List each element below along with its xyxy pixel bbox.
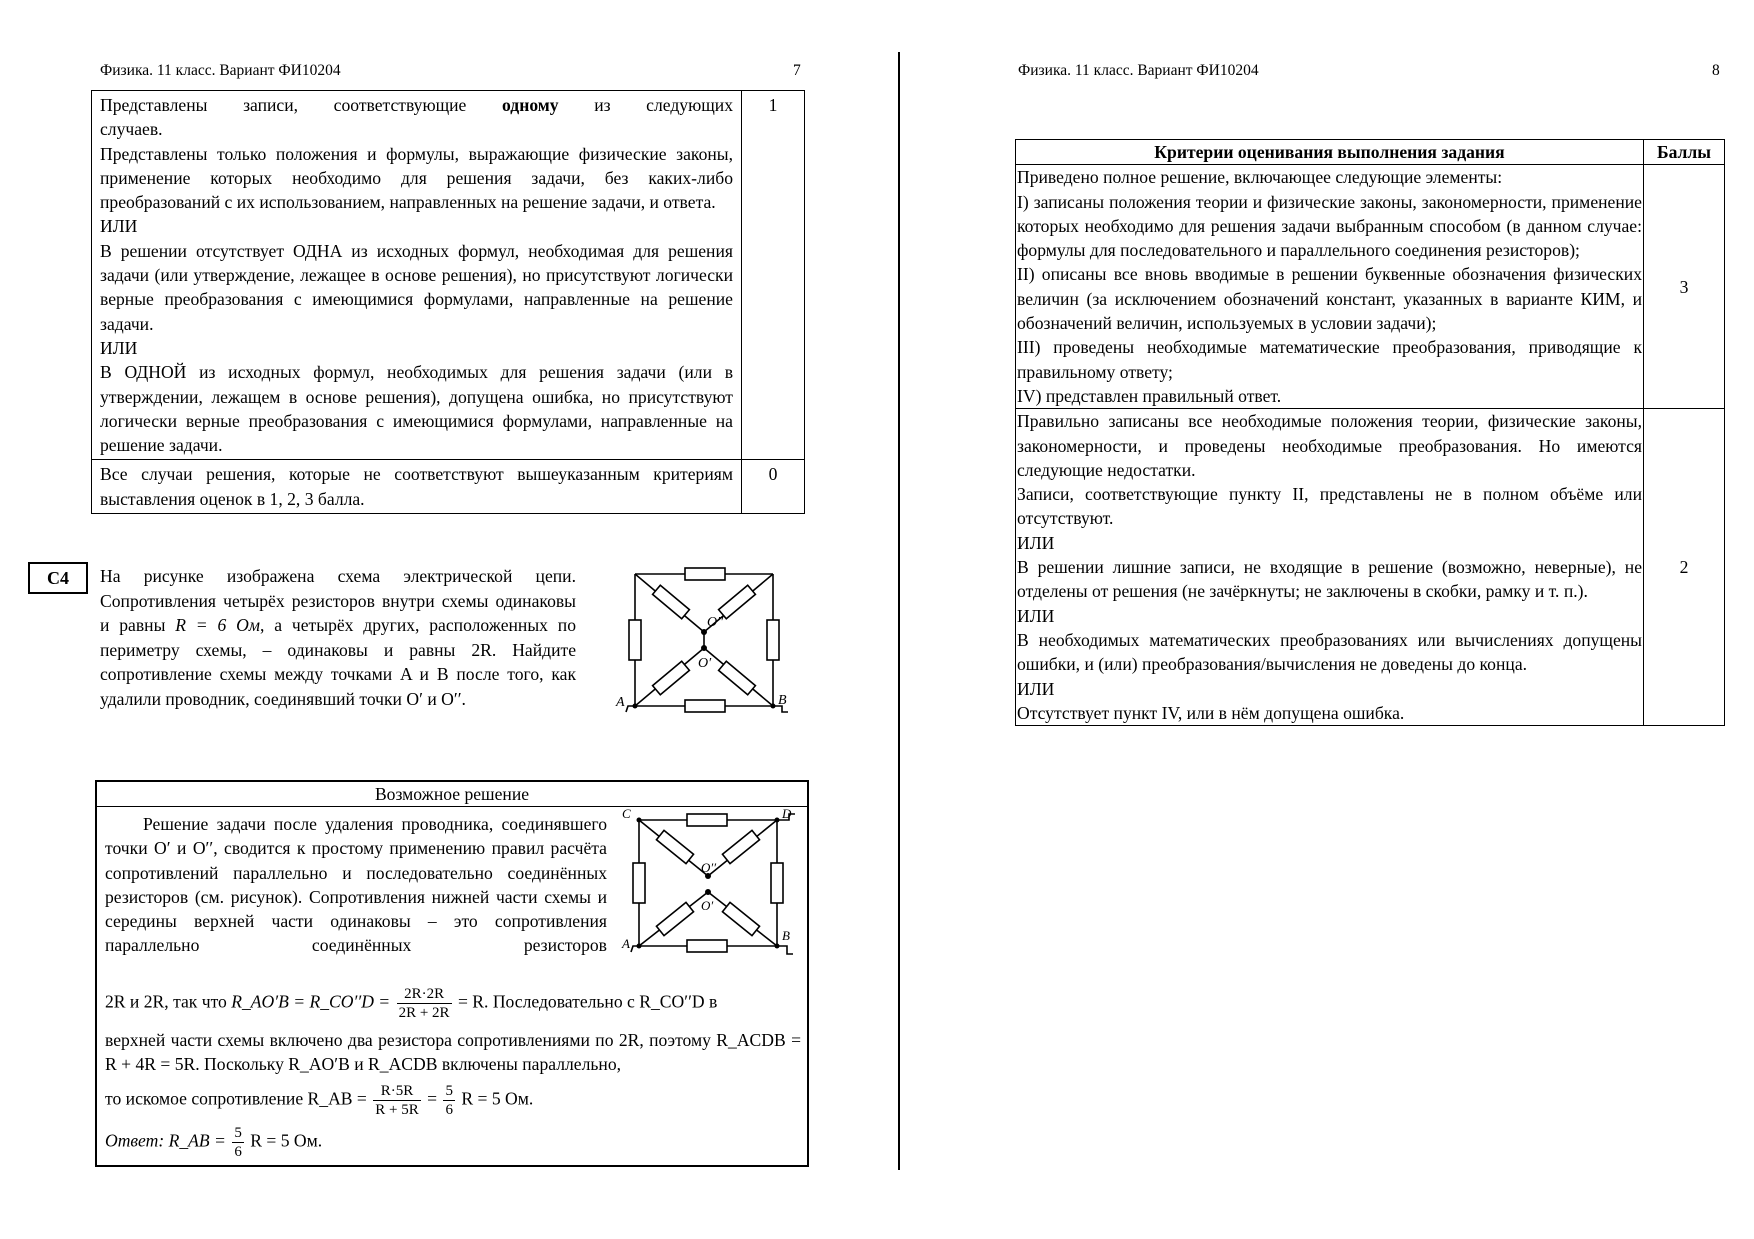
solution-box — [95, 780, 809, 1167]
page7-number: 7 — [793, 62, 801, 79]
resistor — [771, 863, 783, 903]
resistor — [719, 661, 756, 695]
resistor — [653, 661, 690, 695]
criteria-row-3-text — [1016, 165, 1644, 409]
criteria-header: Критерии оценивания выполнения задания — [1016, 140, 1644, 165]
label-o2: O′′ — [701, 860, 717, 875]
label-o1: O′ — [701, 898, 714, 913]
node-o2 — [701, 645, 707, 651]
criteria-or: ИЛИ — [1017, 605, 1055, 626]
criteria-paragraph: I) записаны положения теории и физические законы, закономерности, применение которых необходимо для решения задачи выбранным способом (в данном случае: формулы для последовательного и параллельного соединения резисторов); — [1017, 191, 1642, 261]
formula-resistance: R_AO′B = R_CO′′D = — [231, 991, 391, 1012]
page8-header: Физика. 11 класс. Вариант ФИ10204 — [1018, 62, 1259, 79]
criteria-paragraph: В решении лишние записи, не входящие в решение (возможно, неверные), не отделены от решения (не зачёркнуты; не заключены в скобки, рамку и т. п.). — [1017, 557, 1642, 602]
resistor — [629, 620, 641, 660]
answer-formula: R_AB = — [168, 1130, 226, 1151]
page8-number: 8 — [1712, 62, 1720, 79]
label-a: A — [616, 695, 625, 710]
criteria-paragraph: Записи, соответствующие пункту II, представлены не в полном объёме или отсутствуют. — [1017, 484, 1642, 529]
node-o1 — [705, 889, 711, 895]
criteria-row-1-text — [92, 91, 742, 460]
solution-text: Последовательно с R_CO′′D в — [492, 991, 718, 1012]
criteria-paragraph: Представлены записи, соответствующие одному из следующих — [100, 95, 734, 115]
criteria-row-1-points: 1 — [742, 91, 805, 460]
criteria-row-0 — [92, 460, 805, 514]
criteria-paragraph: III) проведены необходимые математические преобразования, приводящие к правильному ответу; — [1017, 337, 1642, 382]
page8-criteria-table — [1015, 139, 1725, 726]
solution-circuit-diagram — [619, 808, 799, 968]
solution-line-2: верхней части схемы включено два резистора сопротивлениями по 2R, поэтому R_ACDB = R + 4R = 5R. Поскольку R_AO′B и R_ACDB включены параллельно, — [105, 1030, 801, 1075]
resistor — [656, 902, 693, 935]
criteria-row-2 — [1016, 409, 1725, 726]
label-b: B — [782, 928, 790, 943]
task-text-end: , а четырёх других, расположенных по периметру схемы, – одинаковы и равны 2R. Найдите сопротивление схемы между точками A и B после того, как удалили проводник, соединявший точки O′ и O′′. — [100, 615, 577, 709]
criteria-or: ИЛИ — [1017, 678, 1055, 699]
label-c: C — [622, 808, 631, 821]
resistor — [767, 620, 779, 660]
page7-header: Физика. 11 класс. Вариант ФИ10204 — [100, 62, 341, 79]
criteria-paragraph: IV) представлен правильный ответ. — [1017, 385, 1282, 406]
criteria-paragraph: В ОДНОЙ из исходных формул, необходимых для решения задачи (или в утверждении, лежащем в основе решения), допущена ошибка, но присутствуют логически верные преобразования с имеющимися формулами, направленные на решение задачи. — [100, 362, 733, 456]
resistor — [722, 902, 759, 935]
formula-result: = R. — [457, 991, 489, 1012]
label-a: A — [622, 936, 630, 951]
criteria-row-0-text — [92, 460, 742, 514]
resistor — [685, 568, 725, 580]
resistor — [687, 814, 727, 826]
criteria-paragraph: Отсутствует пункт IV, или в нём допущена ошибка. — [1017, 702, 1405, 723]
criteria-or: ИЛИ — [100, 337, 138, 358]
solution-formula-line-1 — [105, 985, 801, 1022]
criteria-paragraph-cont: случаев. — [100, 119, 163, 140]
fraction — [373, 1082, 420, 1119]
criteria-row-2-points: 2 — [1644, 409, 1725, 726]
solution-text: 2R и 2R, так что — [105, 991, 227, 1012]
resistor — [685, 700, 725, 712]
resistor — [653, 585, 690, 619]
solution-answer — [105, 1124, 801, 1161]
answer-label: Ответ: — [105, 1130, 165, 1151]
resistor — [687, 940, 727, 952]
criteria-or: ИЛИ — [100, 216, 138, 237]
solution-formula-line-3 — [105, 1082, 801, 1119]
criteria-paragraph: Правильно записаны все необходимые положения теории, физические законы, закономерности, и проведены необходимые преобразования. Но имеются следующие недостатки. — [1017, 411, 1642, 480]
solution-text: то искомое сопротивление R_AB = — [105, 1088, 367, 1109]
criteria-row-2-text — [1016, 409, 1644, 726]
fraction — [443, 1082, 455, 1119]
formula-result: R = 5 Ом. — [461, 1088, 534, 1109]
resistor — [656, 830, 693, 863]
criteria-paragraph: Приведено полное решение, включающее следующие элементы: — [1017, 167, 1503, 188]
criteria-paragraph: II) описаны все вновь вводимые в решении буквенные обозначения физических величин (за исключением обозначений констант, указанных в варианте КИМ, и обозначений величин, используемых в условии задачи); — [1017, 264, 1642, 334]
criteria-paragraph: В необходимых математических преобразованиях или вычислениях допущены ошибки, и (или) преобразования/вычисления не доведены до конца. — [1017, 629, 1642, 675]
fraction-numerator: R·5R — [373, 1082, 420, 1101]
formula-equals: = — [427, 1088, 438, 1109]
criteria-or: ИЛИ — [1017, 532, 1055, 553]
fraction-numerator: 5 — [234, 1125, 242, 1141]
fraction-denominator: 6 — [234, 1144, 242, 1160]
criteria-paragraph: Все случаи решения, которые не соответствуют вышеуказанным критериям выставления оценок в 1, 2, 3 балла. — [100, 464, 733, 509]
page-divider — [898, 52, 900, 1170]
task-text — [100, 564, 576, 711]
criteria-row-0-points: 0 — [742, 460, 805, 514]
label-o2: O′′ — [707, 615, 724, 630]
fraction-denominator: R + 5R — [375, 1102, 419, 1118]
resistor — [722, 830, 759, 863]
fraction-numerator: 2R·2R — [397, 985, 452, 1004]
task-text-start: На рисунке изображена схема электрической цепи. Сопротивления четырёх резисторов внутри схемы одинаковы и равны — [100, 566, 576, 635]
label-d: D — [782, 808, 792, 821]
criteria-row-3-points: 3 — [1644, 165, 1725, 409]
label-b: B — [778, 693, 787, 708]
task-label: C4 — [28, 562, 88, 594]
fraction-numerator: 5 — [445, 1083, 453, 1099]
label-o1: O′ — [698, 656, 712, 671]
fraction-denominator: 6 — [445, 1102, 453, 1118]
criteria-paragraph: В решении отсутствует ОДНА из исходных формул, необходимая для решения задачи (или утверждение, лежащее в основе решения), но присутствуют логически верные преобразования с имеющимися формулами, направленные на решение задачи. — [100, 240, 733, 334]
fraction — [232, 1124, 244, 1161]
resistor — [633, 863, 645, 903]
task-r-value: R = 6 Ом — [175, 615, 261, 635]
page7-criteria-table — [91, 90, 805, 514]
resistor — [719, 585, 756, 619]
table-header-row — [1016, 140, 1725, 165]
answer-result: R = 5 Ом. — [250, 1130, 323, 1151]
criteria-row-1 — [92, 91, 805, 460]
solution-title: Возможное решение — [97, 782, 807, 807]
criteria-paragraph: Представлены только положения и формулы, выражающие физические законы, применение которых необходимо для решения задачи, без каких-либо преобразований с их использованием, направленных на решение задачи, и ответа. — [100, 143, 733, 213]
task-circuit-diagram — [610, 560, 800, 730]
points-header: Баллы — [1644, 140, 1725, 165]
fraction — [397, 985, 452, 1022]
fraction-denominator: 2R + 2R — [398, 1005, 450, 1021]
solution-intro: Решение задачи после удаления проводника, соединявшего точки O′ и O′′, сводится к простому применению правил расчёта сопротивлений параллельно и последовательно соединённых резисторов (см. рисунок). Сопротивления нижней части схемы и середины верхней части одинаковы – это сопротивления параллельно соединённых резисторов — [105, 814, 607, 956]
criteria-row-3 — [1016, 165, 1725, 409]
